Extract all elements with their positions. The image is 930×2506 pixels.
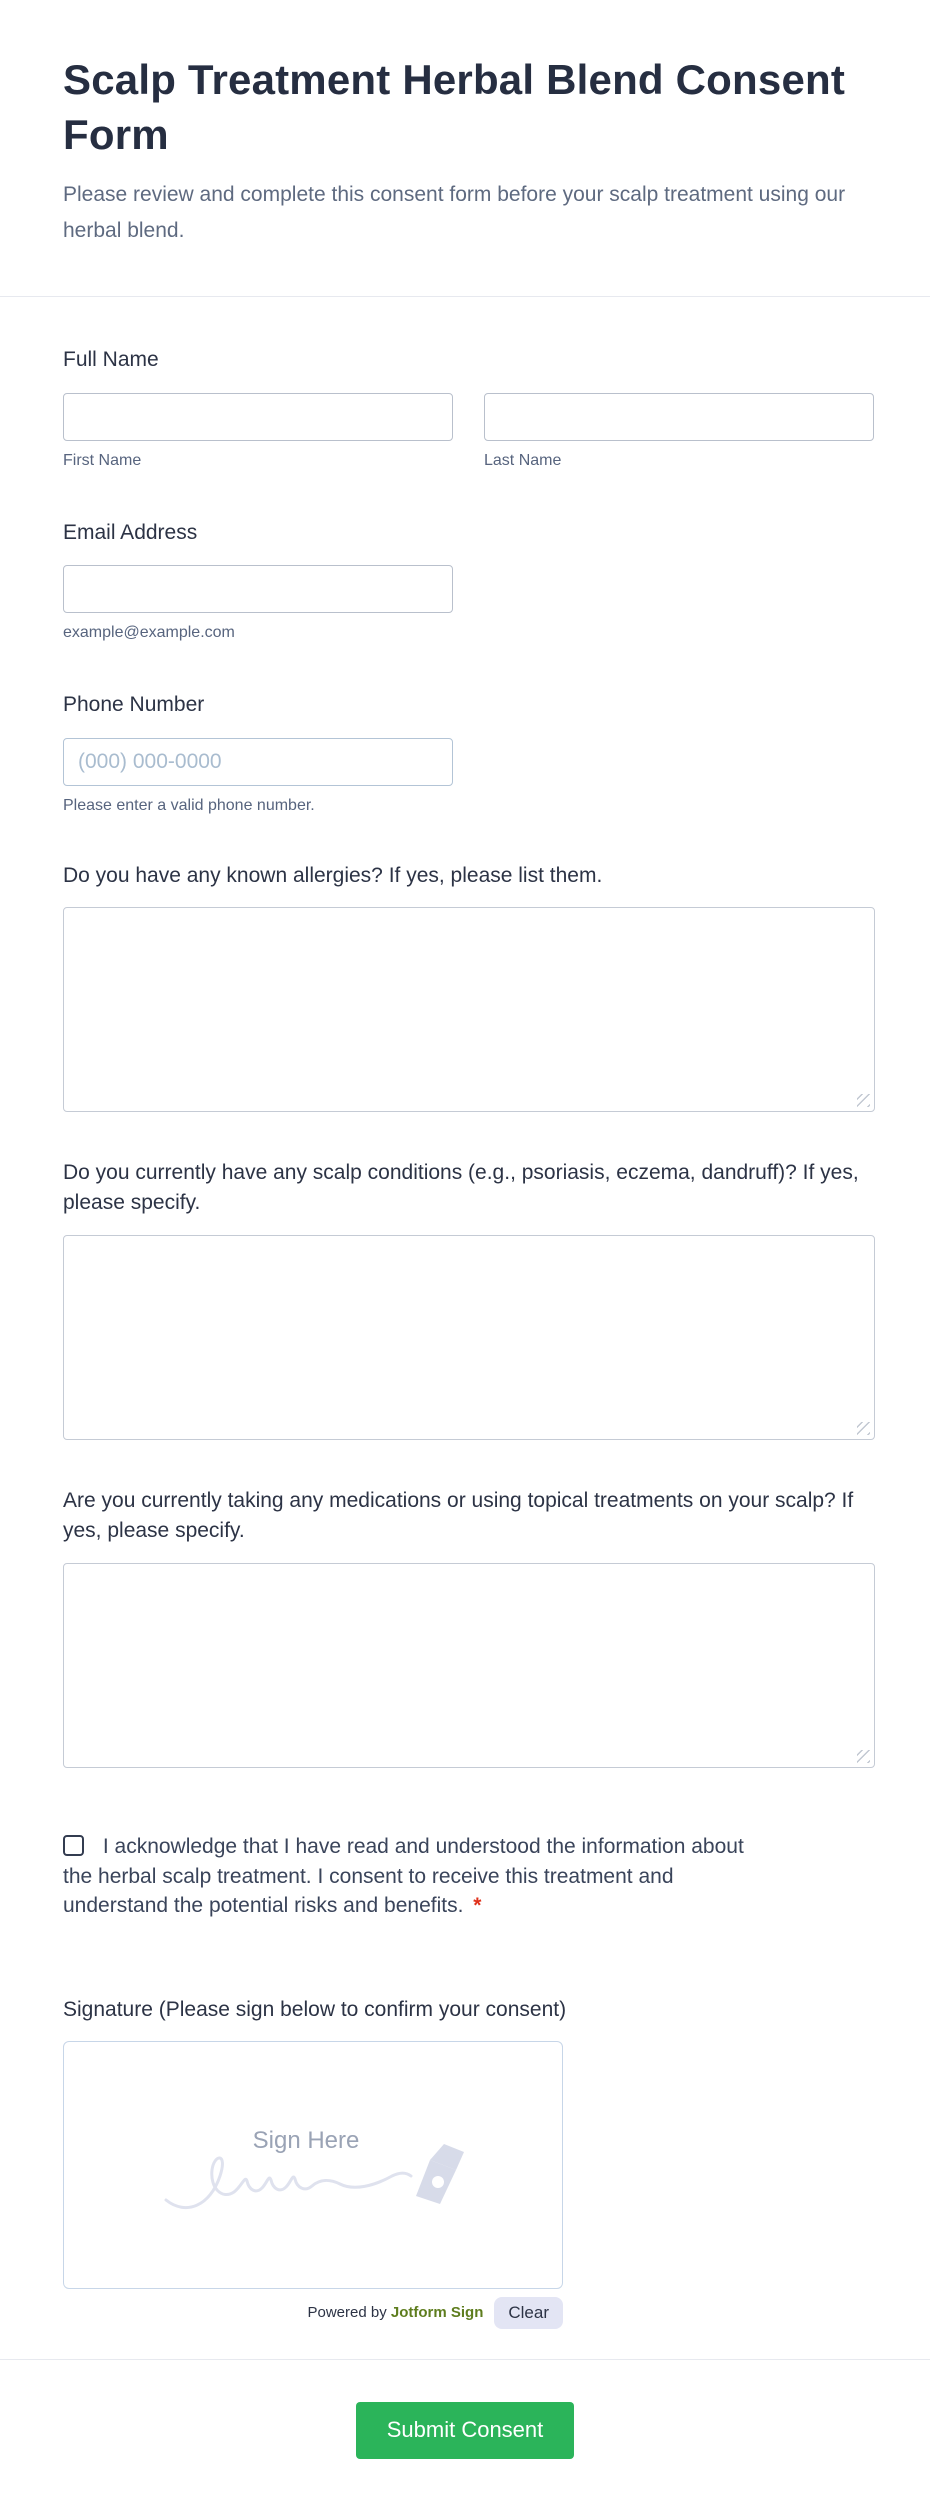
last-name-block bbox=[484, 393, 874, 470]
resize-handle-icon[interactable] bbox=[857, 1094, 870, 1107]
consent-checkbox[interactable] bbox=[63, 1835, 84, 1856]
phone-label: Phone Number bbox=[63, 693, 205, 717]
field-phone bbox=[63, 690, 875, 814]
phone-sublabel: Please enter a valid phone number. bbox=[63, 796, 315, 814]
medications-label: Are you currently taking any medications or using topical treatments on your scalp? If yes, please specify. bbox=[63, 1488, 854, 1543]
jotform-sign-link[interactable]: Jotform Sign bbox=[390, 2304, 484, 2322]
page-title: Scalp Treatment Herbal Blend Consent Form bbox=[63, 56, 846, 159]
email-label: Email Address bbox=[63, 520, 198, 544]
medications-textarea[interactable] bbox=[63, 1563, 875, 1768]
form-footer bbox=[0, 2360, 930, 2506]
field-email bbox=[63, 518, 875, 642]
name-row bbox=[63, 393, 875, 470]
field-allergies bbox=[63, 861, 875, 1112]
resize-handle-icon[interactable] bbox=[857, 1422, 870, 1435]
allergies-label: Do you have any known allergies? If yes, please list them. bbox=[63, 863, 603, 887]
resize-handle-icon[interactable] bbox=[857, 1750, 870, 1763]
phone-input-block bbox=[63, 738, 875, 786]
signature-pad[interactable] bbox=[63, 2041, 563, 2289]
form-body bbox=[0, 345, 930, 2328]
header-divider bbox=[0, 296, 930, 297]
email-input[interactable] bbox=[63, 565, 453, 613]
last-name-sublabel: Last Name bbox=[484, 451, 562, 469]
pen-nib-icon bbox=[416, 2144, 464, 2204]
required-asterisk: * bbox=[473, 1894, 482, 1918]
full-name-label: Full Name bbox=[63, 348, 159, 372]
field-scalp-conditions bbox=[63, 1158, 875, 1440]
sign-here-graphic bbox=[148, 2100, 478, 2230]
sign-here-text: Sign Here bbox=[252, 2126, 360, 2154]
scalp-conditions-label: Do you currently have any scalp conditions (e.g., psoriasis, eczema, dandruff)? If yes, please specify. bbox=[63, 1161, 859, 1215]
field-medications bbox=[63, 1486, 875, 1768]
consent-text: I acknowledge that I have read and understood the information about the herbal scalp treatment. I consent to receive this treatment and understand the potential risks and benefits. bbox=[63, 1834, 744, 1918]
form-header bbox=[0, 0, 930, 248]
field-consent bbox=[63, 1832, 769, 1921]
consent-line bbox=[63, 1832, 769, 1921]
signature-footer bbox=[63, 2297, 563, 2329]
first-name-sublabel: First Name bbox=[63, 451, 142, 469]
allergies-textarea-wrap bbox=[63, 907, 875, 1112]
first-name-input[interactable] bbox=[63, 393, 453, 441]
email-input-block bbox=[63, 565, 875, 613]
field-full-name bbox=[63, 345, 875, 469]
clear-signature-button[interactable]: Clear bbox=[494, 2297, 563, 2329]
powered-by-label: Powered by bbox=[307, 2304, 387, 2322]
allergies-textarea[interactable] bbox=[63, 907, 875, 1112]
scalp-conditions-textarea[interactable] bbox=[63, 1235, 875, 1440]
phone-input[interactable] bbox=[63, 738, 453, 786]
last-name-input[interactable] bbox=[484, 393, 874, 441]
scalp-conditions-textarea-wrap bbox=[63, 1235, 875, 1440]
page-subtitle: Please review and complete this consent form before your scalp treatment using our herbal blend. bbox=[63, 182, 846, 242]
medications-textarea-wrap bbox=[63, 1563, 875, 1768]
signature-label: Signature (Please sign below to confirm your consent) bbox=[63, 1998, 567, 2022]
submit-button[interactable]: Submit Consent bbox=[356, 2402, 574, 2459]
powered-by-text bbox=[307, 2304, 483, 2321]
email-sublabel: example@example.com bbox=[63, 624, 235, 642]
first-name-block bbox=[63, 393, 453, 470]
signature-squiggle bbox=[166, 2158, 411, 2208]
field-signature bbox=[63, 1995, 875, 2328]
